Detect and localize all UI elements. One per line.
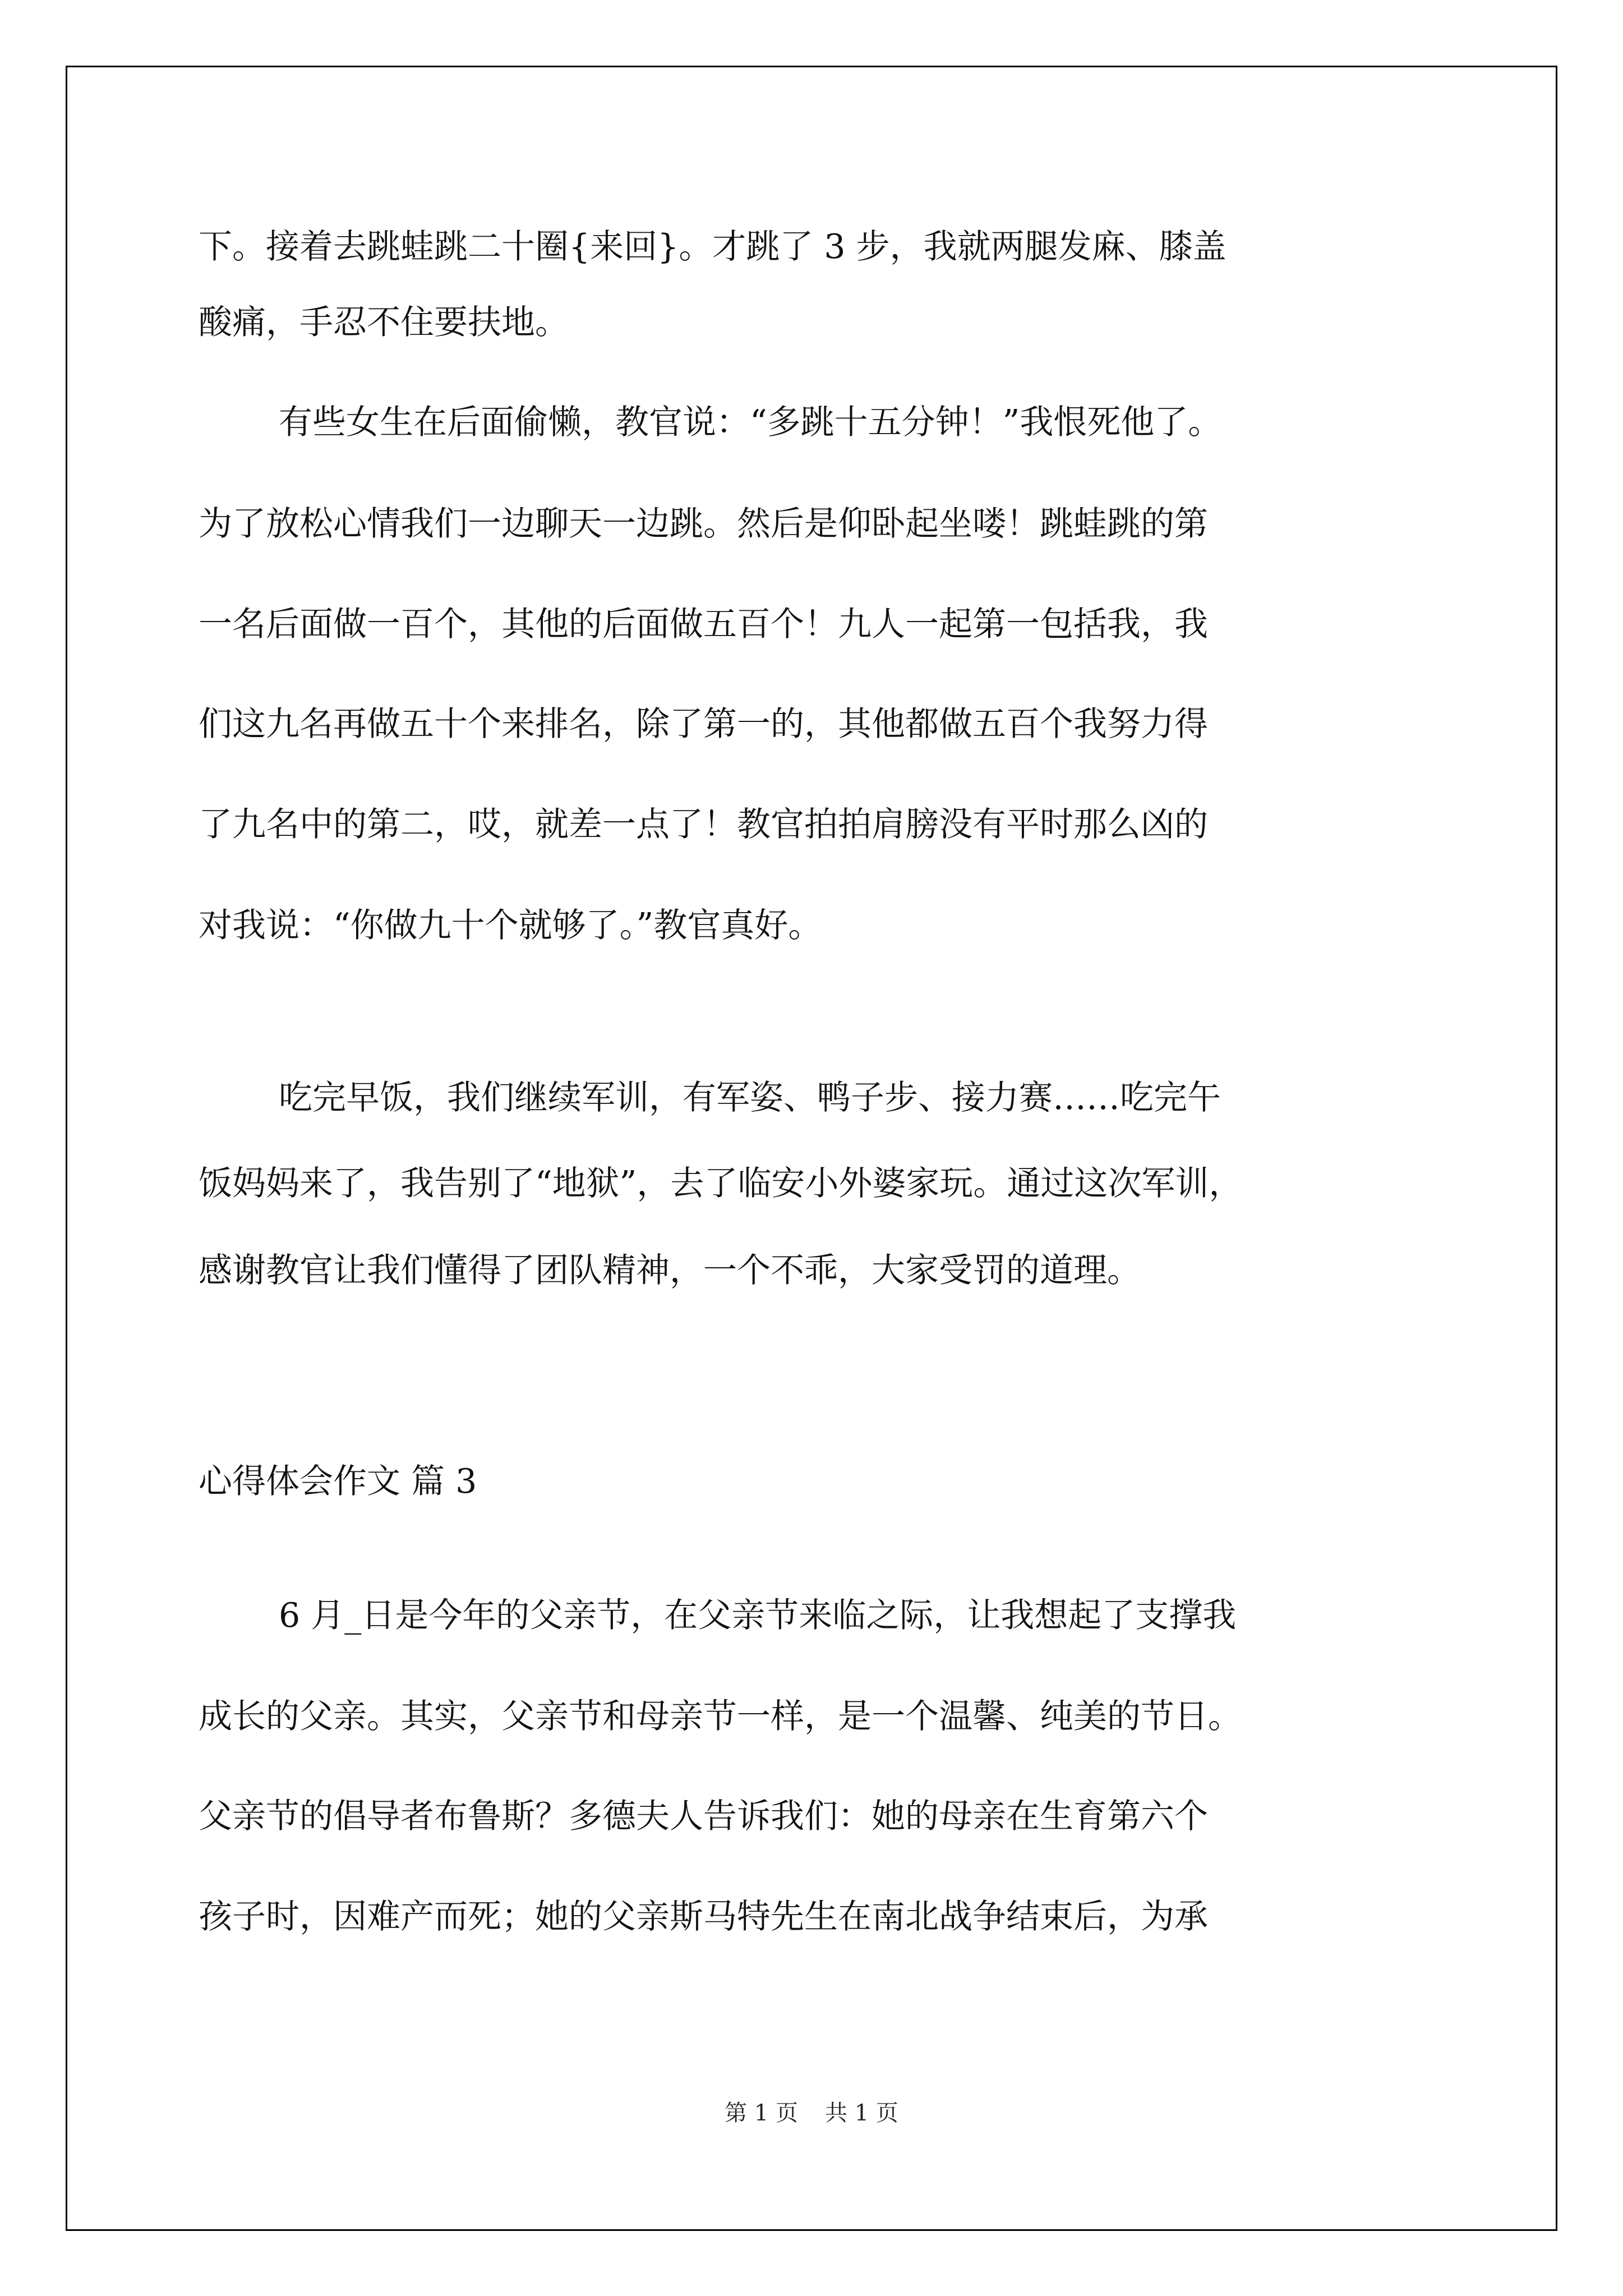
body-text-line: 6 月_日是今年的父亲节，在父亲节来临之际，让我想起了支撑我 (279, 1596, 1237, 1635)
body-text-line: 一名后面做一百个，其他的后面做五百个！九人一起第一包括我，我 (199, 605, 1208, 644)
body-text-line: 们这九名再做五十个来排名，除了第一的，其他都做五百个我努力得 (199, 705, 1208, 744)
page-number: 第 1 页 (725, 2100, 798, 2126)
body-text-line: 感谢教官让我们懂得了团队精神，一个不乖，大家受罚的道理。 (199, 1251, 1141, 1290)
page-total: 共 1 页 (825, 2100, 898, 2126)
page-footer (0, 2096, 1623, 2130)
body-text-line: 有些女生在后面偷懒，教官说：“多跳十五分钟！”我恨死他了。 (279, 403, 1222, 442)
section-heading: 心得体会作文 篇 3 (199, 1462, 477, 1501)
body-text-line: 吃完早饭，我们继续军训，有军姿、鸭子步、接力赛……吃完午 (279, 1078, 1221, 1117)
body-text-line: 对我说：“你做九十个就够了。”教官真好。 (199, 906, 822, 945)
body-text-line: 成长的父亲。其实，父亲节和母亲节一样，是一个温馨、纯美的节日。 (199, 1697, 1242, 1736)
body-text-line: 父亲节的倡导者布鲁斯？多德夫人告诉我们：她的母亲在生育第六个 (199, 1797, 1208, 1836)
body-text-line: 了九名中的第二，哎，就差一点了！教官拍拍肩膀没有平时那么凶的 (199, 805, 1208, 844)
body-text-line: 孩子时，因难产而死；她的父亲斯马特先生在南北战争结束后，为承 (199, 1897, 1208, 1936)
body-text-line: 为了放松心情我们一边聊天一边跳。然后是仰卧起坐喽！跳蛙跳的第 (199, 504, 1208, 544)
body-text-line: 下。接着去跳蛙跳二十圈{来回}。才跳了 3 步，我就两腿发麻、膝盖 (199, 227, 1227, 266)
body-text-line: 饭妈妈来了，我告别了“地狱”，去了临安小外婆家玩。通过这次军训， (199, 1164, 1243, 1203)
body-text-line: 酸痛，手忍不住要扶地。 (199, 303, 569, 342)
